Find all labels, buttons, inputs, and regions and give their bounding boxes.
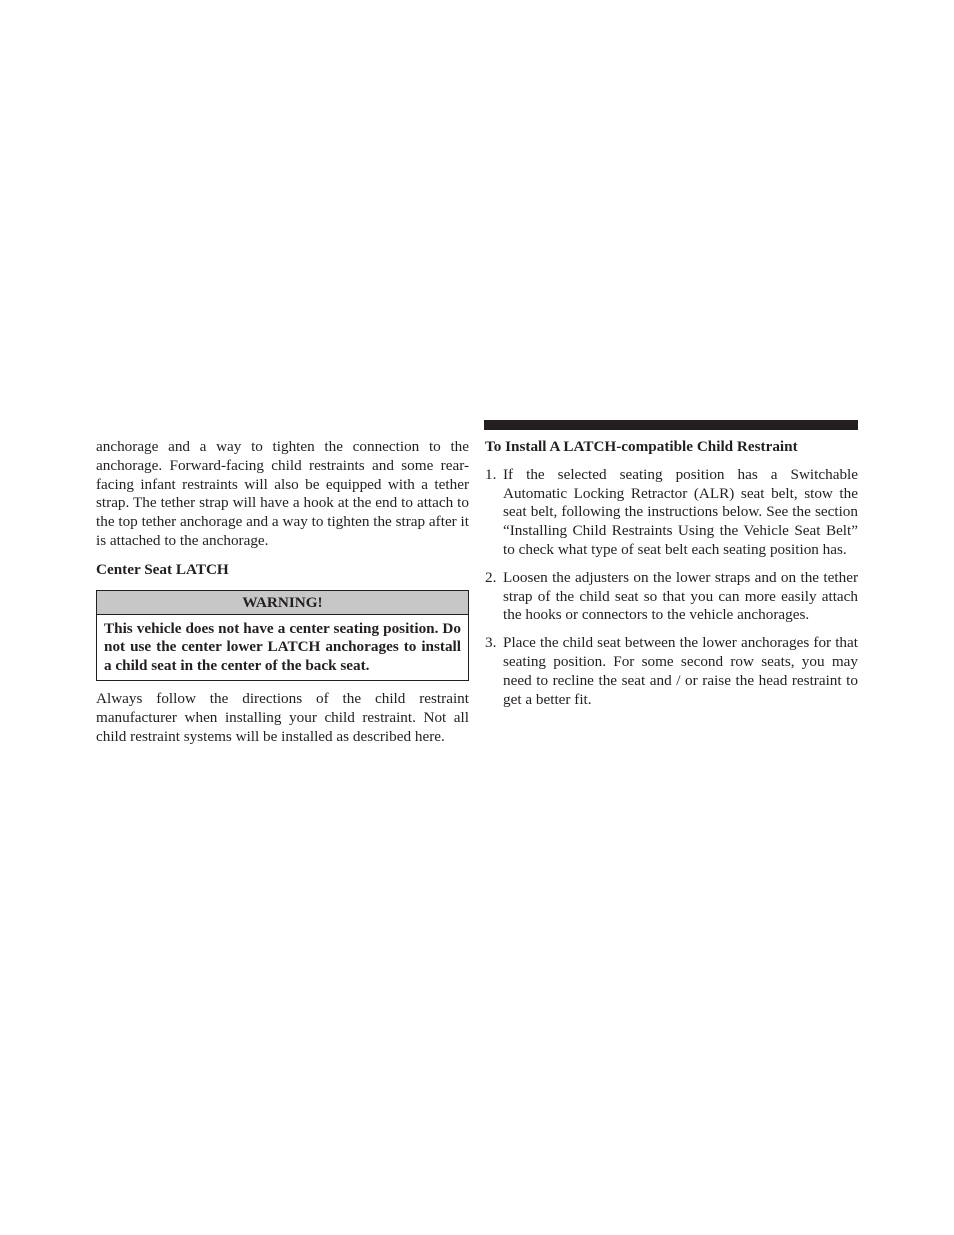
list-item — [485, 466, 858, 560]
step-text: Loosen the adjusters on the lower straps and on the tether strap of the child seat so that you can more easily attach the hooks or connectors to the vehicle anchorages. — [503, 568, 858, 624]
center-seat-latch-heading: Center Seat LATCH — [96, 560, 229, 578]
list-item — [485, 569, 858, 625]
step-number: 3. — [485, 634, 497, 652]
install-steps-list — [485, 466, 858, 710]
section-header-bar — [484, 420, 858, 430]
step-text: Place the child seat between the lower anchorages for that seating position. For some second row seats, you may need to recline the seat and / or raise the head restraint to get a better fit. — [503, 634, 858, 708]
step-text: If the selected seating position has a Switchable Automatic Locking Retractor (ALR) seat belt, stow the seat belt, following the instructions below. See the section “Installing Child Restraints Using the Vehicle Seat Belt” to check what type of seat belt each seating position has. — [503, 465, 858, 558]
step-number: 2. — [485, 568, 497, 586]
closing-paragraph: Always follow the directions of the child restraint manufacturer when installing your child restraint. Not all child restraint systems will be installed as described here. — [96, 690, 469, 745]
warning-text: This vehicle does not have a center seating position. Do not use the center lower LATCH anchorages to install a child seat in the center of the back seat. — [104, 619, 461, 674]
right-column — [485, 438, 858, 709]
install-latch-heading: To Install A LATCH-compatible Child Restraint — [485, 438, 798, 455]
left-column — [96, 438, 469, 747]
intro-paragraph: anchorage and a way to tighten the connection to the anchorage. Forward-facing child restraints and some rear-facing infant restraints will also be equipped with a tether strap. The tether strap will have a hook at the end to attach to the top tether anchorage and a way to tighten the strap after it is attached to the anchorage. — [96, 438, 469, 549]
step-number: 1. — [485, 465, 497, 483]
warning-box — [96, 590, 469, 682]
warning-title: WARNING! — [97, 591, 468, 615]
list-item — [485, 634, 858, 709]
